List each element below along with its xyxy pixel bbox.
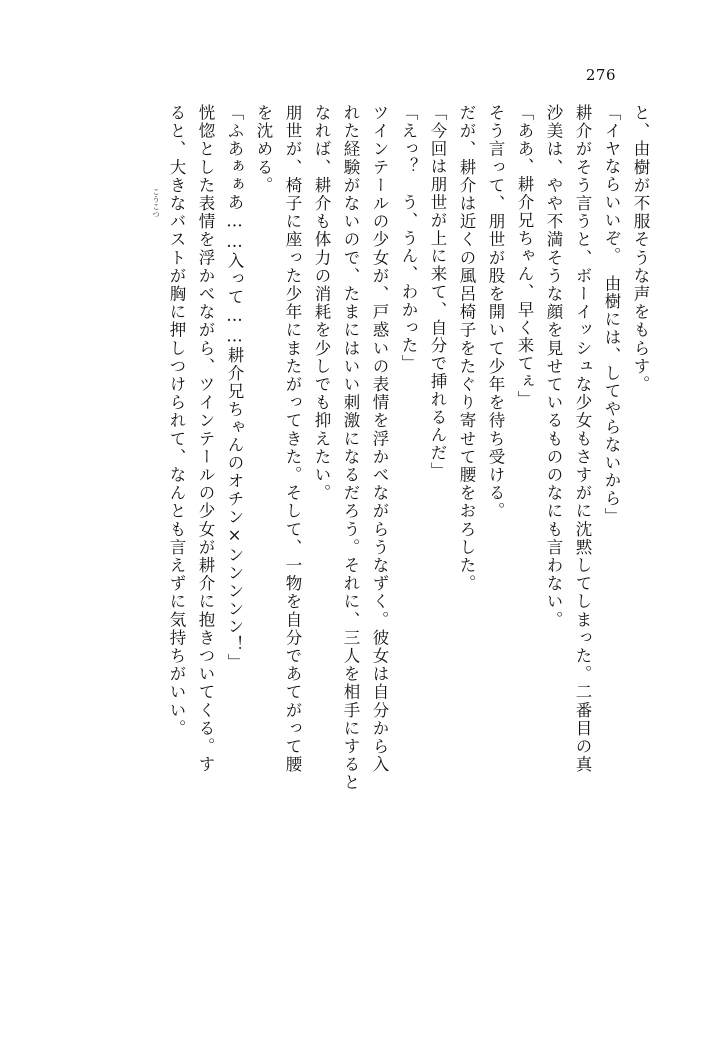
text-line: ツインテールの少女が、戸惑いの表情を浮かべながらうなずく。彼女は自分から入 <box>370 104 389 774</box>
text-line: だが、耕介は近くの風呂椅子をたぐり寄せて腰をおろした。 <box>457 104 476 593</box>
text-line: と、由樹が不服そうな声をもらす。 <box>631 104 650 394</box>
text-line: 朋世が、椅子に座った少年にまたがってきた。そして、一物を自分であてがって腰 <box>283 104 302 774</box>
text-line: なれば、耕介も体力の消耗を少しでも抑えたい。 <box>312 104 331 503</box>
text-line: そう言って、朋世が股を開いて少年を待ち受ける。 <box>486 104 505 521</box>
page-number: 276 <box>585 66 616 84</box>
text-line: れた経験がないので、たまにはいい刺激になるだろう。それに、三人を相手にすると <box>341 104 360 792</box>
text-line: 「ああ、耕介兄ちゃん、早く来てぇ」 <box>515 104 534 409</box>
text-line: 「今回は朋世が上に来て、自分で挿れるんだ」 <box>428 104 447 480</box>
text-line: 耕介がそう言うと、ボーイッシュな少女もさすがに沈黙してしまった。二番目の真 <box>573 104 592 774</box>
text-line: 恍惚とした表情を浮かべながら、ツインテールの少女が耕介に抱きついてくる。す <box>196 104 215 774</box>
text-line: ると、大きなバストが胸に押しつけられて、なんとも言えずに気持ちがいい。 <box>167 104 186 738</box>
text-line: 沙美は、やや不満そうな顔を見せているもののなにも言わない。 <box>544 104 563 629</box>
text-line: を沈める。 <box>254 104 273 195</box>
text-line: 「イヤならいいぞ。 由樹には、してやらないから」 <box>602 104 621 526</box>
text-line: 「えっ？ う、うん、わかった」 <box>399 104 418 373</box>
page-body-text <box>68 104 648 944</box>
ruby-annotation: こうこつ <box>151 188 161 218</box>
text-line: 「ふあぁぁあ……入って……耕介兄ちゃんのオチン×ンンンンン！」 <box>225 104 244 672</box>
